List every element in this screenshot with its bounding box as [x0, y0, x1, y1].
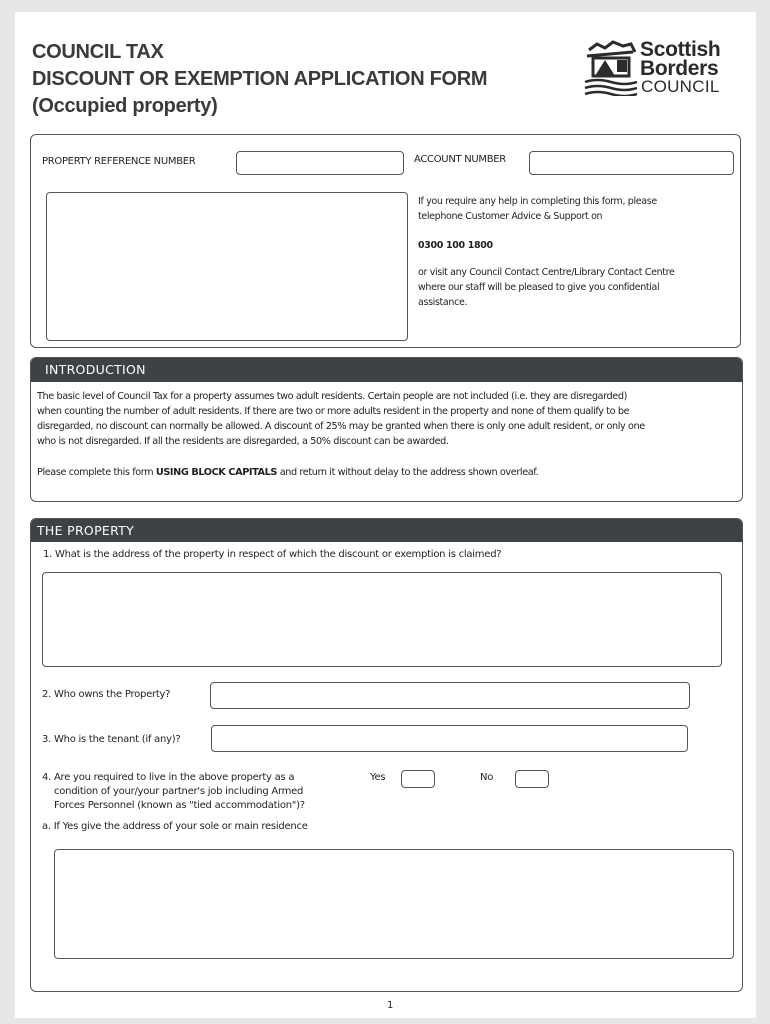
- help-line-1: If you require any help in completing this form, please: [418, 196, 657, 207]
- council-emblem-icon: [583, 40, 639, 96]
- property-ref-label: PROPERTY REFERENCE NUMBER: [42, 156, 196, 167]
- yes-label: Yes: [370, 772, 386, 783]
- yes-checkbox[interactable]: [401, 770, 435, 788]
- account-number-input[interactable]: [529, 151, 734, 175]
- council-logo: [583, 40, 743, 100]
- no-label: No: [480, 772, 494, 783]
- help-phone: 0300 100 1800: [418, 240, 493, 251]
- intro-line-2: when counting the number of adult residents. If there are two or more adults resident in the property and none of them qualify to be: [37, 406, 630, 417]
- help-line-2: telephone Customer Advice & Support on: [418, 211, 603, 222]
- tenant-input[interactable]: [211, 725, 688, 752]
- form-page: [15, 12, 756, 1018]
- logo-borders: Borders: [640, 57, 719, 80]
- question-1: 1. What is the address of the property in respect of which the discount or exemption is claimed?: [43, 549, 502, 560]
- intro-line-1: The basic level of Council Tax for a property assumes two adult residents. Certain people are not included (i.e. they are disregarded): [37, 391, 627, 402]
- form-title: [32, 39, 487, 120]
- logo-scottish: Scottish: [640, 38, 721, 61]
- property-heading: THE PROPERTY: [31, 519, 742, 542]
- intro-instruction: Please complete this form USING BLOCK CAPITALS and return it without delay to the address shown overleaf.: [37, 467, 539, 478]
- title-line-1: COUNCIL TAX: [32, 41, 164, 63]
- no-checkbox[interactable]: [515, 770, 549, 788]
- introduction-heading: INTRODUCTION: [31, 358, 742, 382]
- question-3: 3. Who is the tenant (if any)?: [42, 734, 181, 745]
- q4-line-1: 4. Are you required to live in the above property as a: [42, 772, 295, 783]
- q4-line-3: Forces Personnel (known as "tied accommodation")?: [54, 800, 305, 811]
- property-ref-input[interactable]: [236, 151, 404, 175]
- help-text: [418, 194, 674, 310]
- logo-council: COUNCIL: [641, 77, 720, 96]
- page-number: 1: [387, 1000, 394, 1011]
- intro-line-4: who is not disregarded. If all the residents are disregarded, a 50% discount can be awarded.: [37, 436, 449, 447]
- owner-input[interactable]: [210, 682, 690, 709]
- visit-line-2: where our staff will be pleased to give you confidential: [418, 282, 660, 293]
- q4-line-2: condition of your/your partner's job including Armed: [54, 786, 304, 797]
- intro-line-3: disregarded, no discount can normally be allowed. A discount of 25% may be granted when there is only one adult resident, or only one: [37, 421, 645, 432]
- visit-line-1: or visit any Council Contact Centre/Library Contact Centre: [418, 267, 675, 278]
- title-line-3: (Occupied property): [32, 95, 218, 117]
- account-number-label: ACCOUNT NUMBER: [414, 154, 506, 165]
- visit-line-3: assistance.: [418, 297, 468, 308]
- name-address-box[interactable]: [46, 192, 408, 341]
- block-capitals-text: USING BLOCK CAPITALS: [155, 467, 278, 478]
- question-4: [42, 771, 305, 813]
- introduction-text: [37, 389, 645, 480]
- title-line-2: DISCOUNT OR EXEMPTION APPLICATION FORM: [32, 68, 488, 90]
- main-residence-input[interactable]: [54, 849, 734, 959]
- question-4a: a. If Yes give the address of your sole or main residence: [42, 821, 308, 832]
- property-address-input[interactable]: [42, 572, 722, 667]
- question-2: 2. Who owns the Property?: [42, 689, 171, 700]
